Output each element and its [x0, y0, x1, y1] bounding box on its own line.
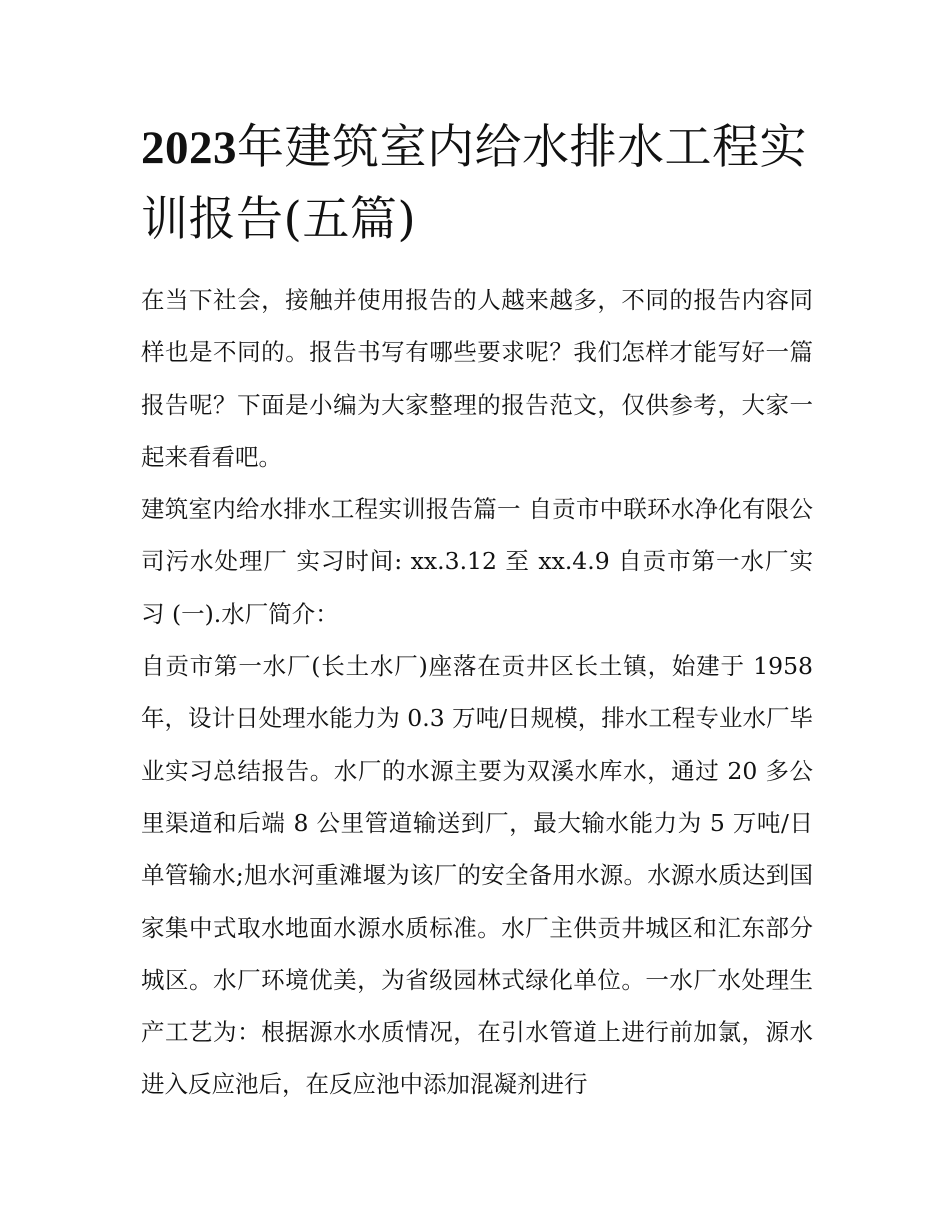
title-text: 年建筑室内给水排水工程实训报告(五篇): [141, 120, 807, 247]
paragraph-plant-overview: 自贡市第一水厂(长土水厂)座落在贡井区长土镇，始建于 1958 年，设计日处理水能力为 0.3 万吨/日规模，排水工程专业水厂毕业实习总结报告。水厂的水源主要为双溪水库水，通过 20 多公里渠道和后端 8 公里管道输送到厂，最大输水能力为 5 万吨/日单管输水;旭水河重滩堰为该厂的安全备用水源。水源水质达到国家集中式取水地面水源水质标准。水厂主供贡井城区和汇东部分城区。水厂环境优美，为省级园林式绿化单位。一水厂水处理生产工艺为：根据源水水质情况，在引水管道上进行前加氯，源水进入反应池后，在反应池中添加混凝剂进行: [141, 652, 813, 1099]
document-title: [141, 112, 813, 256]
paragraph-intro: 在当下社会，接触并使用报告的人越来越多，不同的报告内容同样也是不同的。报告书写有哪些要求呢？我们怎样才能写好一篇报告呢？下面是小编为大家整理的报告范文，仅供参考，大家一起来看看吧。: [141, 286, 813, 471]
document-content: [141, 112, 813, 1111]
title-year: 2023: [141, 122, 237, 174]
paragraph-chapter-one: 建筑室内给水排水工程实训报告篇一 自贡市中联环水净化有限公司污水处理厂 实习时间: xx.3.12 至 xx.4.9 自贡市第一水厂实习 (一).水厂简介：: [141, 495, 813, 628]
document-body: [141, 274, 813, 1111]
